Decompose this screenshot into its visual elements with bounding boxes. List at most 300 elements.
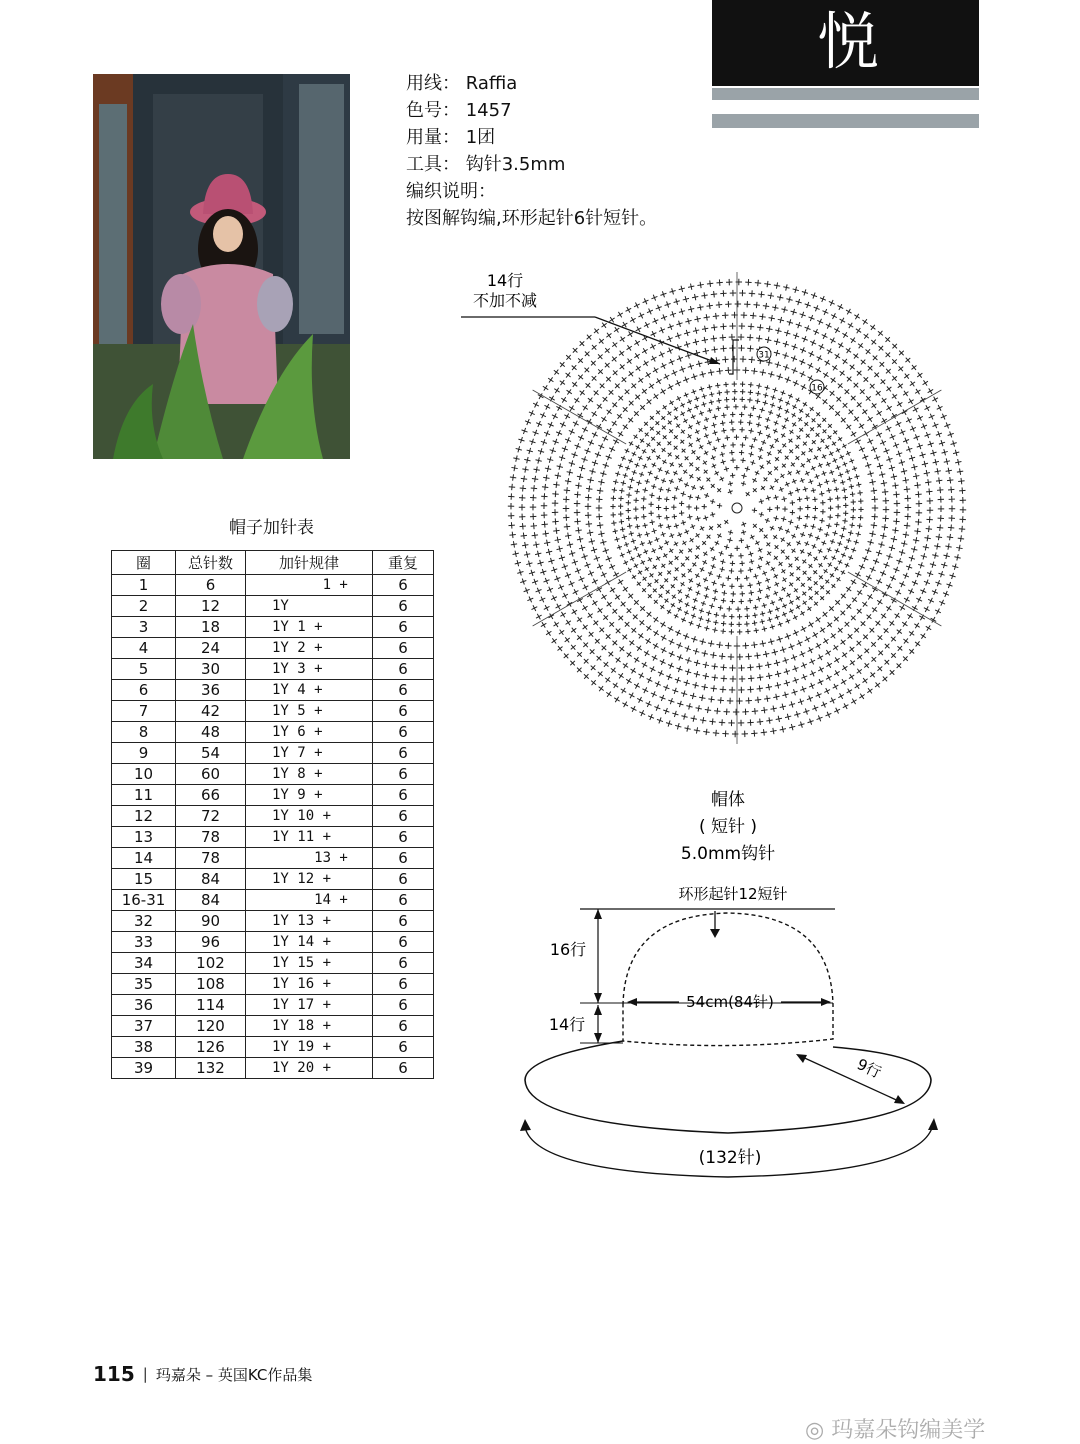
stitch-mark (706, 611, 711, 616)
stitch-mark (638, 313, 644, 319)
stitch-mark (890, 670, 895, 675)
stitch-mark (848, 323, 853, 328)
stitch-mark (705, 707, 711, 713)
stitch-mark (607, 409, 612, 414)
table-row (112, 827, 434, 848)
book-title: 玛嘉朵 – 英国KC作品集 (155, 1365, 313, 1384)
stitch-mark (671, 584, 675, 588)
stitch-mark (747, 334, 753, 340)
stitch-mark (841, 418, 846, 423)
stitch-mark (739, 290, 745, 296)
stitch-mark (609, 564, 615, 570)
stitch-mark (891, 637, 896, 642)
stitch-mark (703, 426, 708, 431)
stitch-mark (749, 357, 755, 363)
stitch-mark (741, 473, 746, 478)
stitch-mark (641, 496, 646, 501)
stitch-mark (660, 389, 665, 394)
stitch-mark (810, 340, 816, 346)
stitch-mark (876, 391, 881, 396)
stitch-mark (852, 466, 857, 471)
stitch-mark (679, 286, 685, 292)
stitch-mark (808, 351, 814, 357)
stitch-mark (702, 326, 708, 332)
stitch-mark (637, 646, 642, 651)
stitch-mark (712, 464, 717, 469)
stitch-mark (767, 551, 771, 555)
stitch-mark (782, 578, 786, 582)
stitch-mark (761, 707, 767, 713)
title-block (712, 0, 979, 130)
notes-text: 按图解钩编,环形起针6针短针。 (406, 208, 658, 229)
stitch-mark (840, 534, 845, 539)
round-marker-16: 16 (811, 383, 823, 394)
magic-ring (732, 503, 742, 513)
stitch-mark (691, 389, 696, 394)
table-row (112, 869, 434, 890)
stitch-mark (777, 636, 783, 642)
stitch-mark (724, 520, 728, 524)
stitch-mark (723, 382, 728, 387)
stitch-mark (750, 460, 755, 465)
stitch-mark (861, 621, 866, 626)
stitch-mark (928, 388, 933, 393)
stitch-mark (627, 568, 632, 573)
stitch-mark (749, 290, 755, 296)
cell-round: 10 (112, 764, 176, 785)
stitch-mark (749, 444, 754, 449)
stitch-mark (727, 606, 732, 611)
stitch-mark (885, 644, 890, 649)
stitch-mark (672, 495, 677, 500)
cell-round: 16-31 (112, 890, 176, 911)
cell-total: 84 (176, 890, 246, 911)
stitch-mark (773, 495, 778, 500)
stitch-mark (656, 378, 661, 383)
stitch-mark (877, 599, 882, 604)
title-stripe-top (712, 88, 979, 100)
stitch-mark (850, 515, 855, 520)
stitch-mark (897, 401, 902, 406)
stitch-mark (729, 568, 734, 573)
stitch-mark (765, 337, 771, 343)
stitch-mark (773, 694, 779, 700)
stitch-mark (917, 443, 923, 449)
stitch-mark (727, 698, 733, 704)
stitch-mark (664, 540, 669, 545)
stitch-mark (532, 476, 538, 482)
stitch-mark (880, 362, 885, 367)
stitch-mark (603, 615, 608, 620)
stitch-mark (653, 367, 659, 373)
stitch-mark (660, 585, 664, 589)
stitch-mark (801, 626, 807, 632)
stitch-mark (566, 372, 571, 377)
stitch-mark (696, 438, 701, 443)
stitch-mark (653, 630, 658, 635)
stitch-mark (904, 374, 909, 379)
stitch-mark (820, 439, 824, 443)
stitch-mark (712, 446, 717, 451)
stitch-mark (721, 621, 726, 626)
stitch-mark (847, 377, 852, 382)
stitch-mark (674, 416, 678, 420)
stitch-mark (856, 641, 861, 646)
stitch-mark (720, 664, 726, 670)
stitch-mark (668, 626, 674, 632)
stitch-mark (738, 553, 743, 558)
stitch-mark (820, 296, 826, 302)
stitch-mark (944, 458, 950, 464)
stitch-mark (656, 455, 660, 459)
stitch-mark (720, 334, 726, 340)
stitch-mark (796, 541, 801, 546)
stitch-mark (531, 485, 537, 491)
stitch-mark (676, 424, 680, 428)
stitch-mark (937, 405, 943, 411)
stitch-mark (765, 518, 770, 523)
stitch-mark (760, 640, 766, 646)
stitch-mark (617, 312, 622, 317)
stitch-mark (809, 659, 815, 665)
stitch-mark (670, 311, 676, 317)
stitch-mark (684, 393, 689, 398)
stitch-mark (898, 383, 903, 388)
stitch-mark (658, 487, 663, 492)
stitch-mark (742, 731, 748, 737)
stitch-mark (671, 505, 676, 510)
stitch-mark (645, 638, 650, 643)
stitch-mark (880, 570, 886, 576)
stitch-mark (588, 570, 594, 576)
stitch-mark (823, 372, 828, 377)
stitch-mark (543, 385, 548, 390)
stitch-mark (784, 680, 790, 686)
stitch-mark (635, 524, 640, 529)
stitch-mark (877, 410, 882, 415)
stitch-mark (732, 397, 737, 402)
stitch-mark (605, 677, 610, 682)
stitch-mark (688, 363, 694, 369)
stitch-mark (640, 405, 645, 410)
stitch-mark (820, 596, 824, 600)
stitch-mark (625, 466, 630, 471)
stitch-mark (791, 534, 796, 539)
stitch-mark (644, 422, 648, 426)
stitch-mark (520, 485, 526, 491)
stitch-mark (846, 604, 851, 609)
stitch-mark (922, 461, 928, 467)
cell-total: 84 (176, 869, 246, 890)
cell-repeat: 6 (373, 974, 434, 995)
stitch-mark (666, 720, 672, 726)
stitch-mark (796, 596, 800, 600)
stitch-mark (651, 437, 655, 441)
stitch-mark (735, 607, 740, 612)
stitch-mark (658, 572, 662, 576)
stitch-mark (664, 374, 670, 380)
stitch-mark (571, 452, 577, 458)
stitch-mark (545, 466, 551, 472)
stitch-mark (704, 626, 709, 631)
stitch-mark (830, 338, 836, 344)
stitch-mark (542, 484, 548, 490)
stitch-mark (746, 697, 752, 703)
stitch-mark (871, 488, 877, 494)
stitch-mark (565, 572, 571, 578)
stitch-mark (781, 516, 786, 521)
stitch-mark (825, 712, 831, 718)
stitch-mark (724, 709, 730, 715)
stitch-mark (594, 329, 599, 334)
stitch-mark (648, 502, 653, 507)
stitch-mark (519, 514, 525, 520)
stitch-mark (663, 553, 667, 557)
stitch-mark (870, 672, 875, 677)
table-row (112, 659, 434, 680)
stitch-mark (829, 470, 834, 475)
stitch-mark (687, 434, 691, 438)
stitch-mark (626, 500, 631, 505)
stitch-mark (522, 466, 528, 472)
stitch-mark (788, 439, 792, 443)
stitch-mark (782, 692, 788, 698)
stitch-mark (903, 638, 908, 643)
stitch-mark (544, 404, 550, 410)
stitch-mark (585, 352, 590, 357)
stitch-mark (696, 516, 701, 521)
stitch-mark (716, 437, 721, 442)
stitch-mark (703, 348, 709, 354)
stitch-mark (805, 325, 811, 331)
stitch-mark (585, 448, 591, 454)
stitch-mark (796, 470, 800, 474)
stitch-mark (948, 431, 954, 437)
stitch-mark (821, 541, 826, 546)
stitch-mark (711, 423, 716, 428)
stitch-mark (790, 500, 795, 505)
stitch-mark (679, 501, 684, 506)
cell-rule: 1Y 15 + (246, 953, 373, 974)
stitch-mark (721, 428, 726, 433)
stitch-mark (958, 478, 964, 484)
stitch-mark (833, 430, 837, 434)
stitch-mark (759, 528, 763, 532)
stitch-mark (767, 507, 772, 512)
stitch-mark (713, 414, 718, 419)
stitch-mark (800, 549, 804, 553)
stitch-mark (729, 687, 735, 693)
stitch-mark (773, 535, 777, 539)
stitch-mark (758, 447, 763, 452)
stitch-mark (711, 484, 715, 488)
stitch-mark (787, 542, 791, 546)
stitch-mark (670, 462, 674, 466)
stitch-mark (583, 642, 588, 647)
stitch-mark (542, 521, 548, 527)
stitch-mark (740, 591, 745, 596)
stitch-mark (558, 584, 564, 590)
stitch-mark (672, 711, 678, 717)
stitch-mark (696, 456, 700, 460)
stitch-mark (767, 451, 771, 455)
stitch-mark (704, 594, 709, 599)
stitch-mark (930, 450, 936, 456)
cell-rule: 1Y 4 + (246, 680, 373, 701)
stitch-mark (529, 570, 535, 576)
stitch-mark (853, 354, 858, 359)
stitch-mark (774, 516, 779, 521)
stitch-mark (795, 445, 799, 449)
stitch-mark (664, 578, 668, 582)
stitch-mark (886, 405, 891, 410)
stitch-mark (915, 519, 921, 525)
stitch-mark (818, 527, 823, 532)
stitch-mark (747, 397, 752, 402)
stitch-mark (797, 497, 802, 502)
stitch-mark (835, 353, 840, 358)
stitch-mark (717, 642, 723, 648)
stitch-mark (712, 580, 717, 585)
brim-rows-label: 9行 (854, 1055, 885, 1082)
stitch-mark (544, 431, 550, 437)
stitch-mark (694, 660, 700, 666)
stitch-mark (660, 622, 665, 627)
stitch-mark (702, 504, 707, 509)
table-row (112, 1016, 434, 1037)
stitch-mark (611, 521, 616, 526)
stitch-mark (807, 696, 813, 702)
stitch-mark (949, 506, 955, 512)
stitch-mark (642, 662, 648, 668)
header-round: 圈 (112, 551, 176, 575)
stitch-mark (537, 560, 543, 566)
stitch-mark (681, 713, 687, 719)
stitch-mark (770, 600, 775, 605)
stitch-mark (739, 599, 744, 604)
cell-round: 15 (112, 869, 176, 890)
stitch-mark (822, 333, 828, 339)
stitch-mark (781, 538, 785, 542)
stitch-mark (716, 302, 722, 308)
stitch-mark (942, 449, 948, 455)
stitch-mark (758, 291, 764, 297)
stitch-mark (702, 337, 708, 343)
stitch-mark (640, 606, 645, 611)
stitch-mark (785, 401, 790, 406)
stitch-mark (685, 594, 690, 599)
stitch-mark (749, 428, 754, 433)
stitch-mark (652, 318, 658, 324)
stitch-mark (622, 322, 627, 327)
stitch-mark (841, 593, 846, 598)
cell-total: 60 (176, 764, 246, 785)
stitch-mark (778, 597, 783, 602)
stitch-mark (696, 583, 701, 588)
cell-total: 18 (176, 617, 246, 638)
stitch-mark (842, 652, 847, 657)
stitch-mark (923, 380, 928, 385)
stitch-mark (565, 478, 571, 484)
stitch-mark (585, 512, 591, 518)
stitch-mark (808, 376, 814, 382)
stitch-mark (824, 532, 829, 537)
stitch-mark (704, 314, 710, 320)
stitch-mark (661, 532, 666, 537)
stitch-mark (739, 676, 745, 682)
stitch-mark (752, 620, 757, 625)
stitch-mark (559, 630, 564, 635)
stitch-mark (765, 425, 770, 430)
stitch-mark (719, 477, 724, 482)
stitch-mark (844, 545, 849, 550)
stitch-mark (876, 579, 882, 585)
stitch-mark (535, 551, 541, 557)
stitch-mark (959, 487, 965, 493)
stitch-mark (700, 371, 706, 377)
stitch-mark (605, 363, 610, 368)
stitch-mark (775, 615, 780, 620)
stitch-mark (792, 405, 797, 410)
stitch-mark (682, 449, 686, 453)
stitch-mark (583, 584, 589, 590)
stitch-mark (729, 622, 734, 627)
stitch-mark (609, 622, 614, 627)
stitch-mark (599, 339, 604, 344)
stitch-mark (824, 479, 829, 484)
stitch-mark (916, 510, 922, 516)
stitch-mark (816, 643, 822, 649)
table-row (112, 848, 434, 869)
stitch-mark (634, 657, 639, 662)
stitch-mark (729, 584, 734, 589)
stitch-mark (751, 730, 757, 736)
stitch-mark (649, 511, 654, 516)
stitch-mark (680, 412, 685, 417)
stitch-mark (808, 479, 813, 484)
stitch-mark (627, 345, 632, 350)
stitch-mark (669, 359, 675, 365)
stitch-mark (752, 613, 757, 618)
stitch-mark (800, 611, 804, 615)
stitch-mark (892, 482, 898, 488)
stitch-mark (533, 430, 539, 436)
stitch-mark (702, 394, 707, 399)
stitch-mark (926, 526, 932, 532)
stitch-mark (819, 575, 823, 579)
stitch-mark (816, 617, 821, 622)
stitch-mark (656, 410, 660, 414)
cell-repeat: 6 (373, 680, 434, 701)
stitch-mark (569, 581, 575, 587)
stitch-mark (861, 360, 866, 365)
stitch-mark (714, 612, 719, 617)
stitch-mark (823, 569, 827, 573)
table-row (112, 911, 434, 932)
stitch-mark (785, 529, 790, 534)
stitch-mark (633, 506, 638, 511)
stitch-mark (913, 473, 919, 479)
stitch-mark (816, 692, 822, 698)
stitch-mark (835, 411, 840, 416)
stitch-mark (717, 368, 723, 374)
stitch-mark (872, 505, 878, 511)
stitch-mark (748, 583, 753, 588)
stitch-mark (929, 414, 935, 420)
stitch-mark (650, 344, 656, 350)
stitch-mark (586, 521, 592, 527)
stitch-mark (833, 531, 838, 536)
